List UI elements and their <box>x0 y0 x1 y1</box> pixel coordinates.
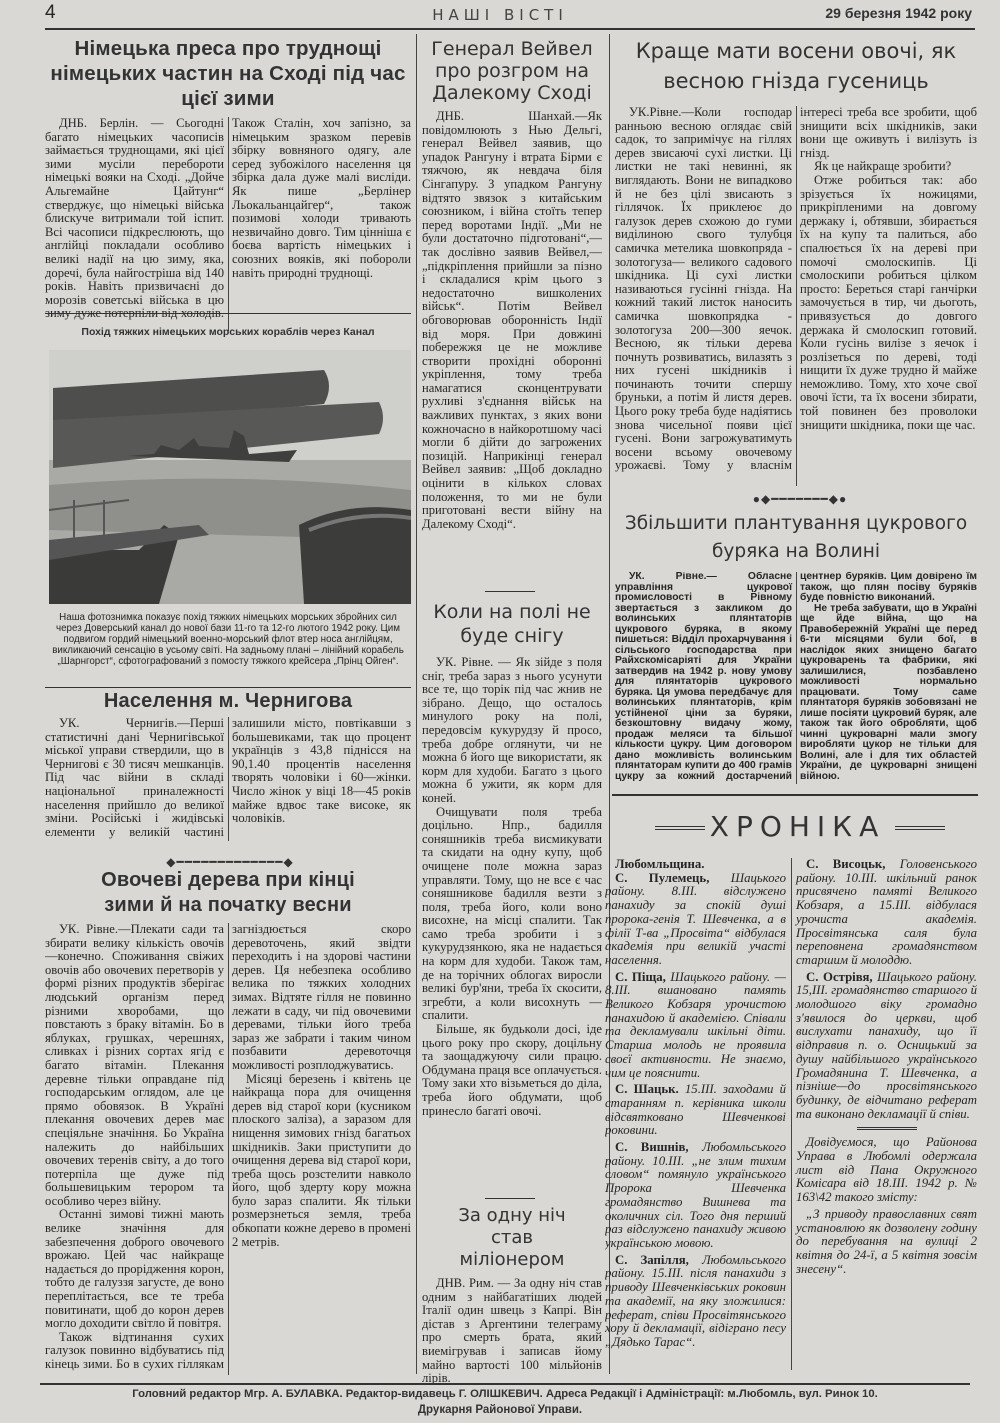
entry-text: Шацького району. 8.III. відслужено панахиду за спокій душі пророка-генія Т. Шевченка, а в філії Т-ва „Просвіта“ відбулася академія при великій участі населення. <box>605 870 786 967</box>
newspaper-title: НАШІ ВІСТІ <box>432 6 568 24</box>
divider <box>45 313 411 314</box>
article-body <box>422 110 602 586</box>
paragraph: Не треба забувати, що в Україні ще йде війна, що на Правобережній Україні ще перед 6-ти місяцями були бої, в наслідок яких знищено багато цукроварень та фабрики, які залишилися, позбавлено можливості нормально працювати. Тому саме плянтаторя буряків зобовязані не лише посіяти цукровий буряк, але також так його обробляти, щоб чинні цукроварні мали змогу виробляти цукор не тільки для Волині, але і для тих областей України, де цукроварні знищені війною. <box>800 602 977 782</box>
paragraph: Очищувати поля треба доцільно. Нпр., бадилля соняшників треба висмикувати та скидати на одну купу, щоб очищене поле можна зараз управляти. Тому, що не все є час соняшникове бадилля везти з поля, треба його, коли воно висохне, на місці спалити. Так само треба зробити і з кукурудзянкою, яка не надається на корм для худоби. Також там, де на торічних облогах виросли великі бур'яни, треба їх скосити, згребти, а коли висохнуть — спалити. <box>422 804 602 1023</box>
article-body <box>422 656 602 1196</box>
paragraph: УК. Рівне.— Обласне управління цукрової промисловості в Рівному звертається з закликом до волинських плянтаторів цукрового буряка, в якому пишеться: Відділ прохарчування і сільського господарства при Райхскомісаріяті для України затвердив на 1942 р. нову умову для плянтаторів цукрового буряка. Ця умова передбачує для волинських плянтаторів, крім устійненої ціни за буряки, безкоштовну видачу жому, продаж меляси та більшої кількости цукру. Цим договором дано можливість волинським плянтаторам купити до 400 грамів цукру за кожний достарчений центнер буряків. Цим довірено їм також, що плян посіву буряків буде повністю виконаний. <box>615 572 977 782</box>
headline: Генерал Вейвел про розгром на Далекому Сході <box>431 38 593 104</box>
paragraph: Більше, як будьколи досі, іде цього року про скору, доцільну та заощаджуючу сили працю. Обдумана праця все оплачується. Тому заки хто візьметься до діла, треба його обдумати, щоб принесло багаті овочі. <box>422 1022 602 1118</box>
footer-printer: Друкарня Районової Управи. <box>417 1404 583 1416</box>
chronicle-entry <box>605 1083 786 1138</box>
article-body <box>615 572 977 784</box>
chronicle-title: ХРОНІКА <box>709 810 886 843</box>
chronicle-entry <box>796 971 977 1122</box>
article-body <box>45 717 411 841</box>
title-rule <box>895 826 945 830</box>
entry-place: С. Запілля, <box>615 1252 689 1267</box>
entry-text: Шацького району. 15,III. громадянство старшого й молодшого віку громадно з'явилося до церкви, щоб вислухати панахиду, що її відправив п. о. Осницький за душу найбільшого українського Громадянина Т. Шевченка, а пізніше—до просвітянського будинку, де відчитано реферат та виконано декламації й співи. <box>796 969 977 1121</box>
footer-imprint: Головний редактор Мгр. А. БУЛАВКА. Редактор-видавець Г. ОЛІШКЕВИЧ. Адреса Редакції і Адміністрації: м.Любомль, вул. Ринок 10. <box>132 1388 878 1400</box>
divider <box>45 687 411 688</box>
notice-quote: „З приводу православних свят установлюю як дозволену годину до перебування на вулиці 2 квітня до 24-ї, а 5 квітня зовсім знесену“. <box>796 1206 977 1276</box>
article-chernihiv <box>45 689 411 841</box>
paragraph: УК. Рівне. — Як зійде з поля сніг, треба зараз з нього усунути все те, що торік під час жнив не зібрано. Дещо, що осталось минулого року на полі, передовсім кукурудзу й просо, треба добре оглянути, чи не можна б його ще використати, як корм для худоби. Багато з цього можна б ужити, як корм для коней. <box>422 656 602 805</box>
paragraph: Як це найкраще зробити? <box>814 159 952 174</box>
paragraph: ДНБ. Берлін. — Сьогодні багато німецьких часописів займається труднощами, які цієї зими мусіли перебороти німецькі вояки на Сході. „Дойче Альгемайне Цайтунг“ стверджує, що німецькі війська блискуче витримали той іспит. Всі часописи підкреслюють, що англійці покладали особливо великі надії на цю зиму, яка, доречі, була найгостріша від 140 років. Навіть призвичаєні до морозів советські війська в цю зиму дуже потерпіли від холодів. Також Сталін, хоч запізно, за німецьким зразком перевів збірку вовняного одягу, але серед зубожілого населення ця збірка дала дуже малі висліди. Як пише „Берлінер Льокальанцайгер“, також позимові холоди тривають незвичайно довго. Тим цінніша є боєва вартість німецьких і союзних вояків, які побороли навіть природні труднощі. <box>45 117 411 321</box>
headline: Збільшити плантування цукрового буряка на Волині <box>624 513 968 562</box>
divider <box>612 794 978 796</box>
photo-title: Похід тяжких німецьких морських кораблів через Канал <box>81 326 375 338</box>
paragraph: ДНБ. Шанхай.—Як повідомлюють з Нью Дельгі, генерал Вейвел заявив, що упадок Рангуну і втрата Бірми є тяжчою, як невдача біля Сінгапуру. З упадком Рангуну відтято звязок з китайським союзником, і війна стоїть тепер перед воротами Індії. „Ми не були достаточно підготовані“,—так дослівно заявив Вейвел,—„підкріплення прийшли за пізно і складалися крім цього з недостаточно вишколених військ“. Потім Вейвел обговорював оборонність Індії від моря. При довжині побережжя це не можливе створити прохідні оборонні укріплення, тому треба намагатися сконцентрувати рухливі з'єднання військ на важливих пунктах, з яких вони кожночасно в найкоротшому часі могли б дійти до загрожених позицій. Наприкінці генерал Вейвел заявив: „Щоб докладно оцінити в кількох словах положення, то ми не були приготовані вести війну на Далекому Сході“. <box>422 110 602 531</box>
chronicle-entry <box>605 872 786 968</box>
headline: Краще мати восени овочі, як весною гнізда гусениць <box>635 39 957 93</box>
paragraph: Місяці березень і квітень це найкраща пора для очищення дерев від старої кори (кусником плоского заліза), а заразом для нищення зимових гнізд багатьох шкідників. Заки приступити до очищення дерева від старої кори, треба щось розстелити навколо його, щоб здерту кору можна було зараз спалити. Як тільки розмерзнеться земля, треба обкопати кожне дерево в промені 2 метрів. <box>232 1071 411 1249</box>
entry-place: С. Острівя, <box>806 969 873 984</box>
ornament-divider: ◆━━━━━━━━━━━━━◆ <box>166 855 294 869</box>
article-wavell <box>422 38 602 586</box>
header-rule <box>45 28 975 30</box>
column-rule <box>416 34 417 1374</box>
entry-place: С. Вишнів, <box>615 1140 689 1155</box>
title-rule <box>655 826 705 830</box>
article-body <box>45 923 411 1375</box>
paragraph: УК. Чернигів.—Перші статистичні дані Чернигівської міської управи ствердили, що в Чернигові є 30 тисяч мешканців. Під час війни в складі національної приналежності населення прийшло до великої зміни. Російські і жидівські елементи у великій частині залишили місто, повтікавши з большевиками, так що процент українців з 43,8 піднісся на 90,1.40 процентів населення творять чоловіки і 60—жінки. Число жінок у віці 18—45 років майже вдвоє таке високе, як чоловіків. <box>45 717 411 839</box>
ornament-divider: ●◆━━━━━━━◆● <box>752 492 848 506</box>
chronicle-entry <box>605 1141 786 1251</box>
issue-date: 29 березня 1942 року <box>825 5 972 21</box>
entry-place: С. Піща, <box>615 969 666 984</box>
headline: Німецька преса про труднощі німецьких частин на Сході під час цієї зими <box>50 37 406 110</box>
divider <box>485 591 535 592</box>
article-body <box>615 106 977 486</box>
article-millionaire <box>422 1205 602 1392</box>
divider <box>485 1198 535 1199</box>
article-german-press <box>45 36 411 331</box>
divider <box>857 1127 917 1130</box>
chronicle-entry <box>605 1254 786 1350</box>
entry-text: Любомльського району. 10.III. „не злим тихим словом“ помянуло українського Пророка Шевченка громадянство Вишнева та околичних сіл. Того дня перший раз відслужено панахиду живою українською мовою. <box>605 1140 786 1250</box>
article-fruit-trees <box>45 868 411 1375</box>
article-caterpillars <box>615 36 977 486</box>
article-body <box>422 1277 602 1392</box>
page-number: 4 <box>45 2 56 23</box>
paragraph: УК. Рівне.—Плекати сади та збирати велику кількість овочів—конечно. Споживання свіжих овочів або овочевих перетворів у формі різних продуктів зберігає людський організм перед різними хворобами, що повстають з браку вітамін. Бо в яблуках, грушках, черешнях, сливках і різних сортах ягід є багато вітамін. Плекання деревне тільки оправдане під господарським оглядом, але це прямо обовязок. В Україні плекання овочевих дерев має спеціяльне значіння. Бо Україна належить до найбільших овочевих теренів світу, а до того потерпіла ще дуже під большевицьким терором та особливо через війну. <box>45 923 224 1208</box>
headline: Коли на полі не буде снігу <box>433 601 591 647</box>
headline: Населення м. Чернигова <box>103 690 353 712</box>
entry-place: С. Висоцьк, <box>806 858 886 871</box>
headline: Овочеві дерева при кінці зими й на початку весни <box>101 869 355 916</box>
photo-block <box>45 318 411 686</box>
article-body <box>45 117 411 331</box>
paragraph: Останні зимові тижні мають велике значіння для забезпечення доброго овочевого врожаю. Цей час найкраще надається до прорідження корон, тобто де галуззя загусте, де воно переплітається, все те треба повитинати, щоб до корон дерев могло доходити світло й повітря. <box>45 1207 224 1331</box>
photo-battleship <box>49 350 411 604</box>
paragraph: Отже робиться так: або зрізується їх ножицями, прикріпленими на довгому держаку і, обтявши, збирається їх на купу та палиться, або спалюється їх на дереві при помочі смолоскипів. Ці смолоскипи робиться цілком просто: Береться старі ганчірки замочується в тир, чи дьоготь, привязується до довгого держака й смолоскип готовий. Коли гусінь вилізе з яечок і розлізеться по дереві, тоді нищити їх дуже трудно й майже неможливо. Тому, хто хоче свої овочі їсти, та їх восени збирати, той повинен без проволоки знищити шкідника, поки ще час. <box>800 172 977 432</box>
paragraph: Також відтинання сухих галузок повинно відбуватись під кінець зими. Бо в сухих гіллякам загніздюється скоро деревоточень, який звідти переходить і на здорові частини дерев. Ця небезпека особливо велика по тяжких холодних зимах. Відтяте гілля не повинно лежати в саду, чи під овочевими деревами, тільки його треба зараз же забрати і таким чином позбавити деревоточця можливості розплоджуватись. <box>45 923 411 1371</box>
photo-caption: Наша фотознимка показує похід тяжких німецьких морських збройних сил через Доверський канал до нової бази 11-го та 12-го лютого 1942 року. Цим подвигом гордий німецький военно-морський флот втер носа англійцям, викликаючий сенсацію в усьому світі. На задньому плані – лінійний корабель „Шарнгорст“, сфотографований з помосту тяжкого крейсера „Прінц Ойген“. <box>52 612 404 667</box>
chronicle-region: Любомльщина. <box>615 858 705 871</box>
paragraph: УК.Рівне.—Коли господар ранньою весною оглядає свій садок, то запримічує на гіллях дерев звисаючі сухі листки. Ці листки не такі невинні, як виглядають. Вони не випадково й не без цілі звисають з гіллячок. Їх приклеює до галузок дерев схожою до гуми виділиною свого тулубця самичка метелика шовкопряда - золотогуза— великого садового шкідника. Ці сухі листки називаються гусінні гнізда. На кожний такий листок наносить самичка шовкопрядка - золотогуза 200—300 яечок. Весною, як тільки дерева почнуть розвиватись, вилазять з них гусені шкідників і починають точити спершу бруньки, а потім й листя дерев. Цього року треба буде надіятись знова чисельної появи цієї гусені. Вони загрожуватимуть восени всьому овочевому урожаєві. Тому у власнім інтересі треба все зробити, щоб знищити всіх шкідників, заки вони ще оживуть і вилізуть із гнізд. <box>615 106 977 473</box>
entry-text: Шацького району. —8.III. вшановано память Великого Кобзаря урочистою панахидою й академією. Співали та декламували шкільні діти. Старша молодь не проявила своєї активности. Не знаємо, чим це пояснити. <box>605 969 786 1080</box>
entry-text: 15.III. заходами й старанням п. керівника школи відсвятковано Шевченкові роковини. <box>605 1082 786 1138</box>
entry-text: Головенського району. 10.III. шкільний ранок присвячено памяті Великого Кобзаря, а 15.III. відбулася урочиста академія. Просвітянська саля була переповнена громадянством старшим й молоддю. <box>796 858 977 967</box>
chronicle-body <box>605 858 977 1370</box>
article-field <box>422 600 602 1196</box>
headline: За одну ніч став міліонером <box>458 1205 566 1270</box>
entry-place: С. Пулемець, <box>615 870 710 885</box>
chronicle-entry <box>796 858 977 968</box>
footer-rule <box>40 1383 970 1385</box>
chronicle-entry <box>605 971 786 1081</box>
notice-text: Довідуємося, що Районова Управа в Любомлі одержала лист від Пана Окружного Комісара від 18.III. 1942 р. № 163\42 такого змісту: <box>796 1135 977 1205</box>
paragraph: ДНВ. Рим. — За одну ніч став одним з найбагатіших людей Італії один швець з Капрі. Він дістав з Аргентини телеграму про смерть брата, який виемігрував і записав йому майно вартості 100 мільйонів лірів. <box>422 1277 602 1386</box>
article-sugar-beet <box>615 510 977 784</box>
entry-place: С. Шацьк. <box>615 1082 679 1097</box>
entry-text: Любомльського району. 15.III. після панахиди з приводу Шевченківських роковин та академії, на яку зложилися: реферат, співи Просвітянського хору й декламації, відіграно песу „Дядько Тарас“. <box>605 1252 786 1349</box>
